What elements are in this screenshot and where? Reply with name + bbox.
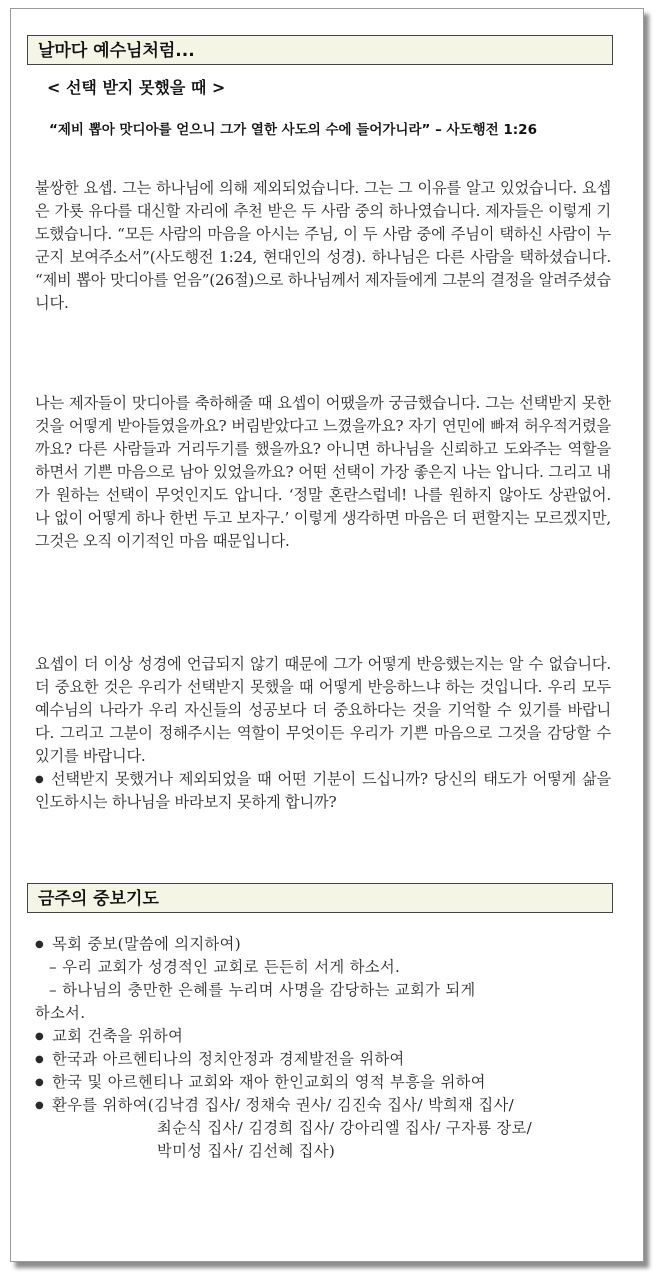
paragraph-2: 나는 제자들이 맛디아를 축하해줄 때 요셉이 어땠을까 궁금했습니다. 그는 선택받지 못한 것을 어떻게 받아들였을까요? 버림받았다고 느꼈을까요? 자기 연민에 빠져 허우적거렸을까요? 다른 사람들과 거리두기를 했을까요? 아니면 하나님을 신뢰하고 도와주는 역할을 하면서 기쁜 마음으로 남아 있었을까요? 어떤 선택이 가장 좋은지 나는 압니다. 그리고 내가 원하는 선택이 무엇인지도 압니다. ‘정말 혼란스럽네! 나를 원하지 않아도 상관없어. 나 없이 어떻게 하나 한번 두고 보자구.’ 이렇게 생각하면 마음은 더 편할지는 모르겠지만, 그것은 오직 이기적인 마음 때문입니다. — [35, 394, 611, 550]
scripture-verse — [35, 119, 607, 141]
prayer-header — [27, 883, 613, 913]
devotional-subtitle: < 선택 받지 못했을 때 > — [47, 78, 226, 97]
prayer-item: ● 한국과 아르헨티나의 정치안정과 경제발전을 위하여 — [35, 1048, 615, 1071]
paragraph-3-text: 요셉이 더 이상 성경에 언급되지 않기 때문에 그가 어떻게 반응했는지는 알 수 없습니다. 더 중요한 것은 우리가 선택받지 못했을 때 어떻게 반응하느냐 하는 것입니다. 우리 모두 예수님의 나라가 우리 자신들의 성공보다 더 중요하다는 것을 기억할 수 있기를 바랍니다. 그리고 그분이 정해주시는 역할이 무엇이든 우리가 기쁜 마음으로 그것을 감당할 수 있기를 바랍니다. — [35, 655, 611, 765]
prayer-item-cont: 최순식 집사/ 김경희 집사/ 강아리엘 집사/ 구자룡 장로/ — [157, 1119, 533, 1137]
prayer-item-cont: 박미성 집사/ 김선혜 집사) — [157, 1142, 336, 1160]
prayer-item: ● 교회 건축을 위하여 — [35, 1025, 615, 1048]
prayer-subitem: – 하나님의 충만한 은혜를 누리며 사명을 감당하는 교회가 되게 — [49, 981, 476, 999]
verse-quote: “제비 뽑아 맛디아를 얻으니 그가 열한 사도의 수에 들어가니라” — [49, 122, 431, 138]
devotional-header — [27, 35, 613, 65]
paragraph-1: 불쌍한 요셉. 그는 하나님에 의해 제외되었습니다. 그는 그 이유를 알고 있었습니다. 요셉은 가룟 유다를 대신할 자리에 추천 받은 두 사람 중의 하나였습니다. 제자들은 이렇게 기도했습니다. “모든 사람의 마음을 아시는 주님, 이 두 사람 중에 주님이 택하신 사람이 누군지 보여주소서”(사도행전 1:24, 현대인의 성경). 하나님은 다른 사람을 택하셨습니다. “제비 뽑아 맛디아를 얻음”(26절)으로 하나님께서 제자들에게 그분의 결정을 알려주셨습니다. — [35, 179, 611, 312]
paragraph-3 — [35, 653, 611, 814]
prayer-list — [35, 933, 615, 1163]
reflection-question: ● 선택받지 못했거나 제외되었을 때 어떤 기분이 드십니까? 당신의 태도가 어떻게 삶을 인도하시는 하나님을 바라보지 못하게 합니까? — [35, 770, 611, 811]
prayer-subitem: – 우리 교회가 성경적인 교회로 든든히 서게 하소서. — [49, 958, 401, 976]
devotional-title: 날마다 예수님처럼... — [38, 41, 195, 61]
prayer-subitem-cont: 하소서. — [35, 1004, 86, 1022]
prayer-item: ● 환우를 위하여(김낙겸 집사/ 정채숙 권사/ 김진숙 집사/ 박희재 집사/ — [35, 1094, 615, 1117]
verse-reference: – 사도행전 1:26 — [435, 122, 537, 138]
bulletin-page — [10, 8, 644, 1262]
prayer-title: 금주의 중보기도 — [38, 889, 159, 909]
prayer-item: ● 목회 중보(말씀에 의지하여) — [35, 933, 615, 956]
prayer-item: ● 한국 및 아르헨티나 교회와 재아 한인교회의 영적 부흥을 위하여 — [35, 1071, 615, 1094]
